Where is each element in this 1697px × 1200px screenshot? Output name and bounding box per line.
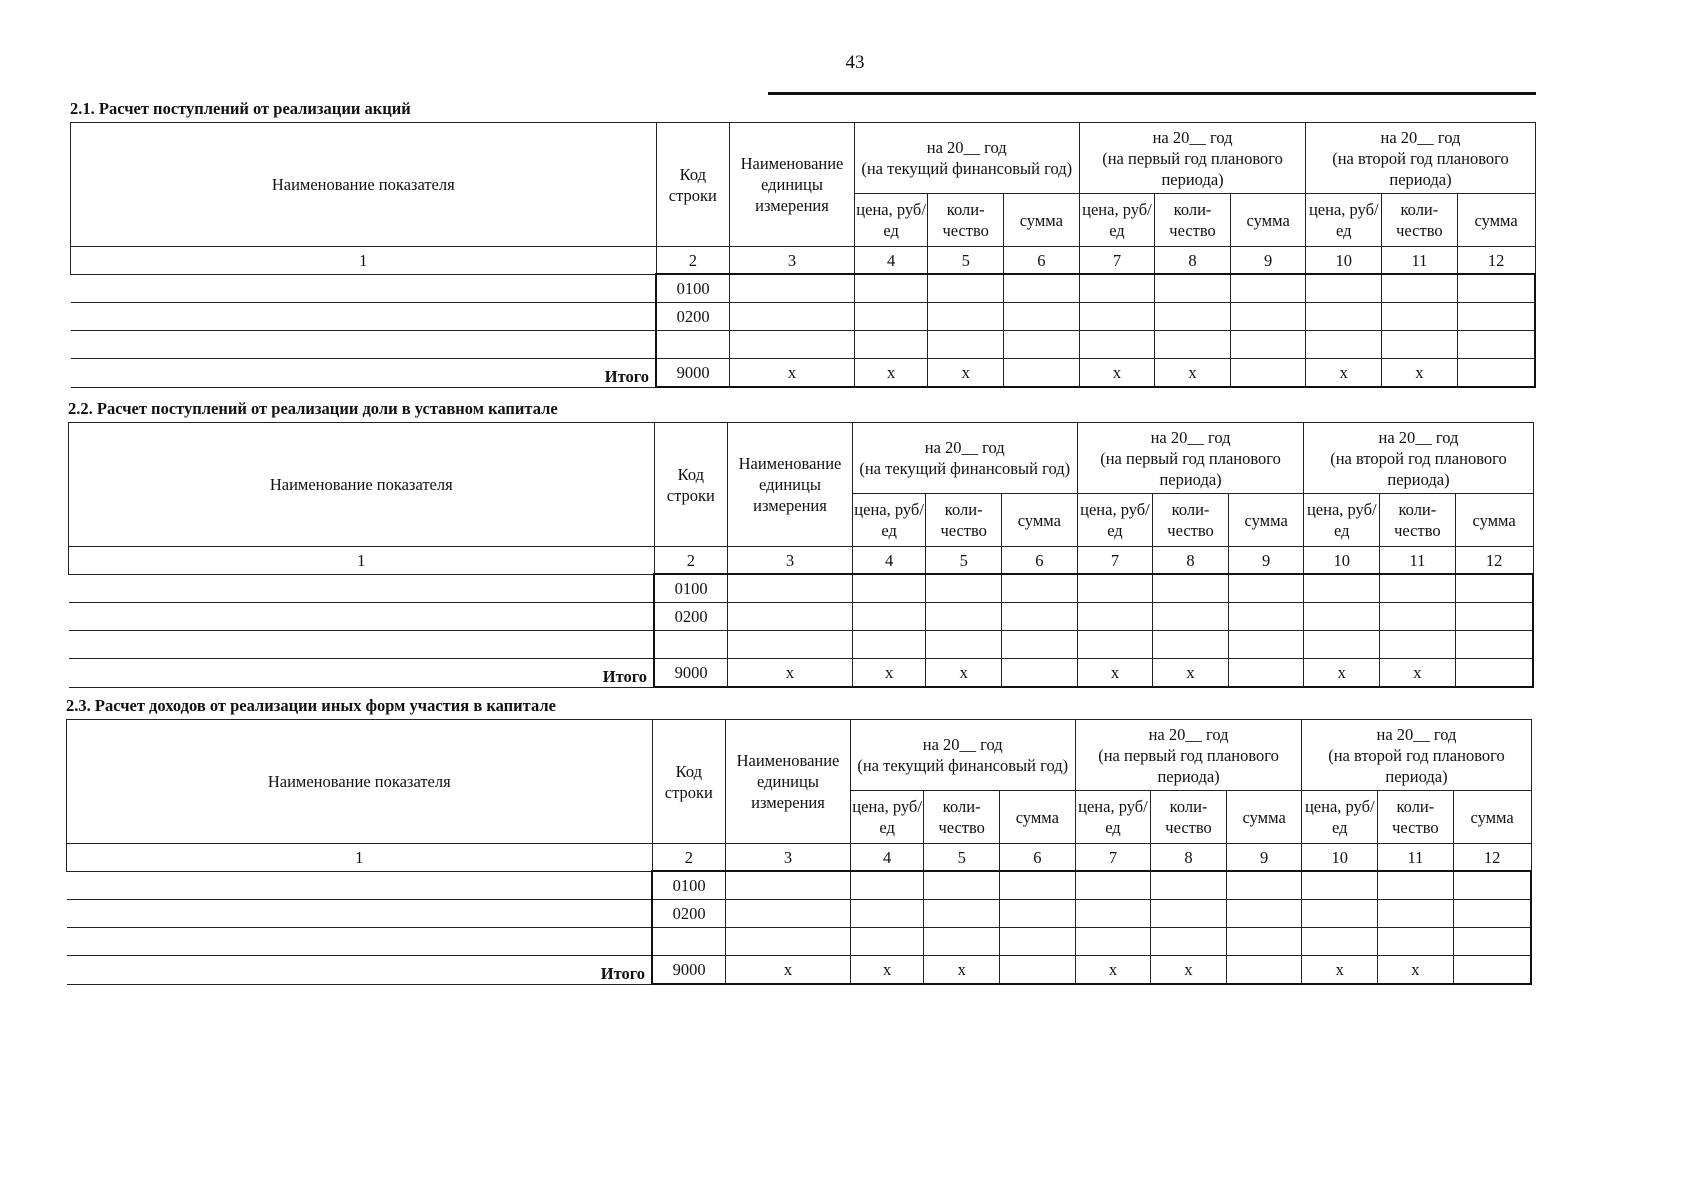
- x-mark: х: [1382, 359, 1458, 388]
- value-cell[interactable]: [852, 574, 926, 603]
- total-sum-cell[interactable]: [1453, 956, 1531, 985]
- code-cell: 0200: [652, 900, 726, 928]
- header-unit: Наименование единицы измерения: [726, 720, 851, 844]
- form-section-1: [70, 100, 1536, 388]
- value-cell[interactable]: [1004, 331, 1080, 359]
- column-number: 4: [850, 844, 924, 872]
- value-cell[interactable]: [1155, 331, 1231, 359]
- total-sum-cell[interactable]: [1002, 659, 1078, 688]
- name-cell[interactable]: [69, 574, 655, 603]
- column-number: 9: [1226, 844, 1302, 872]
- form-section-2: [68, 400, 1534, 688]
- header-sum: сумма: [1004, 194, 1080, 247]
- header-qty: коли- чество: [1151, 791, 1227, 844]
- column-number: 8: [1151, 844, 1227, 872]
- column-number: 6: [1002, 547, 1078, 575]
- column-number: 11: [1380, 547, 1456, 575]
- page-number: 43: [845, 52, 865, 73]
- value-cell[interactable]: [1153, 631, 1229, 659]
- x-mark: х: [1153, 659, 1229, 688]
- value-cell[interactable]: [1153, 574, 1229, 603]
- column-number: 2: [654, 547, 728, 575]
- column-number: 5: [928, 247, 1004, 275]
- value-cell[interactable]: [1302, 900, 1378, 928]
- calculation-table: [68, 422, 1534, 688]
- code-cell: 0100: [656, 274, 730, 303]
- value-cell[interactable]: [1002, 631, 1078, 659]
- header-price: цена, руб/ед: [1304, 494, 1380, 547]
- header-name: Наименование показателя: [71, 123, 657, 247]
- total-sum-cell[interactable]: [1226, 956, 1302, 985]
- header-period-second: на 20__ год (на второй год планового периода): [1304, 423, 1533, 494]
- column-number: 8: [1153, 547, 1229, 575]
- value-cell[interactable]: [852, 603, 926, 631]
- x-mark: х: [854, 359, 928, 388]
- table-row: [67, 928, 1532, 956]
- x-mark: х: [1155, 359, 1231, 388]
- value-cell[interactable]: [1453, 928, 1531, 956]
- name-cell[interactable]: [71, 303, 657, 331]
- header-unit: Наименование единицы измерения: [728, 423, 853, 547]
- header-period-current: на 20__ год (на текущий финансовый год): [854, 123, 1079, 194]
- header-price: цена, руб/ед: [1079, 194, 1155, 247]
- value-cell[interactable]: [1306, 303, 1382, 331]
- form-section-3: [66, 697, 1532, 985]
- value-cell[interactable]: [1000, 900, 1076, 928]
- value-cell[interactable]: [928, 274, 1004, 303]
- column-numbers-row: [67, 844, 1532, 872]
- name-cell[interactable]: [69, 631, 655, 659]
- column-number: 2: [656, 247, 730, 275]
- header-period-current: на 20__ год (на текущий финансовый год): [850, 720, 1075, 791]
- value-cell[interactable]: [1304, 603, 1380, 631]
- header-name: Наименование показателя: [69, 423, 655, 547]
- value-cell[interactable]: [1226, 900, 1302, 928]
- column-number: 10: [1304, 547, 1380, 575]
- column-number: 2: [652, 844, 726, 872]
- value-cell[interactable]: [850, 871, 924, 900]
- header-period-first: на 20__ год (на первый год планового периода): [1075, 720, 1302, 791]
- section-title: 2.1. Расчет поступлений от реализации акций: [70, 99, 411, 118]
- value-cell[interactable]: [924, 871, 1000, 900]
- header-period-first: на 20__ год (на первый год планового периода): [1079, 123, 1306, 194]
- header-sum: сумма: [1453, 791, 1531, 844]
- unit-cell[interactable]: [726, 871, 851, 900]
- name-cell[interactable]: [67, 871, 653, 900]
- column-number: 9: [1230, 247, 1306, 275]
- value-cell[interactable]: [854, 274, 928, 303]
- value-cell[interactable]: [1230, 303, 1306, 331]
- table-row: [71, 274, 1536, 303]
- value-cell[interactable]: [1378, 928, 1454, 956]
- value-cell[interactable]: [1153, 603, 1229, 631]
- code-cell: 9000: [656, 359, 730, 388]
- header-price: цена, руб/ед: [854, 194, 928, 247]
- value-cell[interactable]: [926, 631, 1002, 659]
- column-number: 3: [730, 247, 855, 275]
- value-cell[interactable]: [852, 631, 926, 659]
- column-number: 5: [926, 547, 1002, 575]
- unit-cell[interactable]: [726, 928, 851, 956]
- value-cell[interactable]: [1306, 274, 1382, 303]
- value-cell[interactable]: [1380, 631, 1456, 659]
- x-mark: х: [850, 956, 924, 985]
- header-qty: коли- чество: [928, 194, 1004, 247]
- value-cell[interactable]: [1455, 574, 1533, 603]
- x-mark: х: [726, 956, 851, 985]
- value-cell[interactable]: [1079, 331, 1155, 359]
- value-cell[interactable]: [1226, 928, 1302, 956]
- column-numbers-row: [69, 547, 1534, 575]
- column-number: 9: [1228, 547, 1304, 575]
- calculation-table: [66, 719, 1532, 985]
- column-number: 5: [924, 844, 1000, 872]
- table-row: [71, 303, 1536, 331]
- header-sum: сумма: [1226, 791, 1302, 844]
- column-number: 4: [854, 247, 928, 275]
- value-cell[interactable]: [1455, 603, 1533, 631]
- column-number: 7: [1075, 844, 1151, 872]
- value-cell[interactable]: [1077, 574, 1153, 603]
- column-number: 10: [1306, 247, 1382, 275]
- value-cell[interactable]: [924, 900, 1000, 928]
- name-cell[interactable]: [71, 331, 657, 359]
- name-cell[interactable]: [71, 274, 657, 303]
- value-cell[interactable]: [1380, 603, 1456, 631]
- value-cell[interactable]: [1075, 900, 1151, 928]
- column-number: 11: [1382, 247, 1458, 275]
- unit-cell[interactable]: [730, 303, 855, 331]
- table-row: [69, 631, 1534, 659]
- header-qty: коли- чество: [1153, 494, 1229, 547]
- name-cell[interactable]: [67, 928, 653, 956]
- value-cell[interactable]: [1455, 631, 1533, 659]
- total-label: Итого: [67, 956, 653, 985]
- x-mark: х: [1302, 956, 1378, 985]
- unit-cell[interactable]: [730, 274, 855, 303]
- value-cell[interactable]: [1151, 900, 1227, 928]
- total-sum-cell[interactable]: [1230, 359, 1306, 388]
- value-cell[interactable]: [1002, 603, 1078, 631]
- total-sum-cell[interactable]: [1004, 359, 1080, 388]
- total-row: [71, 359, 1536, 388]
- unit-cell[interactable]: [728, 631, 853, 659]
- x-mark: х: [728, 659, 853, 688]
- header-period-second: на 20__ год (на второй год планового периода): [1306, 123, 1535, 194]
- x-mark: х: [926, 659, 1002, 688]
- header-sum: сумма: [1457, 194, 1535, 247]
- table-row: [67, 871, 1532, 900]
- column-number: 6: [1004, 247, 1080, 275]
- column-number: 7: [1079, 247, 1155, 275]
- value-cell[interactable]: [1151, 871, 1227, 900]
- header-sum: сумма: [1000, 791, 1076, 844]
- value-cell[interactable]: [1075, 871, 1151, 900]
- column-number: 7: [1077, 547, 1153, 575]
- value-cell[interactable]: [1155, 303, 1231, 331]
- column-number: 3: [726, 844, 851, 872]
- x-mark: х: [928, 359, 1004, 388]
- header-qty: коли- чество: [1380, 494, 1456, 547]
- unit-cell[interactable]: [730, 331, 855, 359]
- value-cell[interactable]: [1155, 274, 1231, 303]
- header-rule: [768, 92, 1536, 95]
- value-cell[interactable]: [1230, 331, 1306, 359]
- header-price: цена, руб/ед: [1302, 791, 1378, 844]
- value-cell[interactable]: [1302, 928, 1378, 956]
- header-code: Код строки: [654, 423, 728, 547]
- total-label: Итого: [69, 659, 655, 688]
- total-sum-cell[interactable]: [1228, 659, 1304, 688]
- x-mark: х: [1151, 956, 1227, 985]
- table-row: [67, 900, 1532, 928]
- header-period-second: на 20__ год (на второй год планового периода): [1302, 720, 1531, 791]
- header-qty: коли- чество: [1382, 194, 1458, 247]
- column-number: 8: [1155, 247, 1231, 275]
- value-cell[interactable]: [1378, 871, 1454, 900]
- section-title: 2.2. Расчет поступлений от реализации доли в уставном капитале: [68, 399, 558, 418]
- value-cell[interactable]: [850, 928, 924, 956]
- x-mark: х: [1378, 956, 1454, 985]
- total-sum-cell[interactable]: [1457, 359, 1535, 388]
- header-sum: сумма: [1455, 494, 1533, 547]
- header-qty: коли- чество: [1155, 194, 1231, 247]
- value-cell[interactable]: [1306, 331, 1382, 359]
- unit-cell[interactable]: [728, 574, 853, 603]
- header-price: цена, руб/ед: [1306, 194, 1382, 247]
- unit-cell[interactable]: [728, 603, 853, 631]
- code-cell: 9000: [652, 956, 726, 985]
- value-cell[interactable]: [1002, 574, 1078, 603]
- code-cell: 0200: [656, 303, 730, 331]
- value-cell[interactable]: [926, 603, 1002, 631]
- code-cell: 0100: [652, 871, 726, 900]
- total-row: [67, 956, 1532, 985]
- unit-cell[interactable]: [726, 900, 851, 928]
- table-row: [69, 603, 1534, 631]
- value-cell[interactable]: [928, 331, 1004, 359]
- column-number: 3: [728, 547, 853, 575]
- value-cell[interactable]: [1079, 274, 1155, 303]
- header-price: цена, руб/ед: [1075, 791, 1151, 844]
- header-qty: коли- чество: [1378, 791, 1454, 844]
- header-price: цена, руб/ед: [850, 791, 924, 844]
- code-cell: [652, 928, 726, 956]
- column-number: 1: [67, 844, 653, 872]
- value-cell[interactable]: [1000, 871, 1076, 900]
- value-cell[interactable]: [1004, 303, 1080, 331]
- x-mark: х: [1380, 659, 1456, 688]
- header-price: цена, руб/ед: [852, 494, 926, 547]
- value-cell[interactable]: [1382, 274, 1458, 303]
- column-number: 10: [1302, 844, 1378, 872]
- header-period-current: на 20__ год (на текущий финансовый год): [852, 423, 1077, 494]
- x-mark: х: [1075, 956, 1151, 985]
- total-sum-cell[interactable]: [1000, 956, 1076, 985]
- x-mark: х: [852, 659, 926, 688]
- value-cell[interactable]: [1079, 303, 1155, 331]
- value-cell[interactable]: [1457, 274, 1535, 303]
- value-cell[interactable]: [1382, 303, 1458, 331]
- x-mark: х: [924, 956, 1000, 985]
- value-cell[interactable]: [1004, 274, 1080, 303]
- name-cell[interactable]: [67, 900, 653, 928]
- value-cell[interactable]: [1230, 274, 1306, 303]
- total-sum-cell[interactable]: [1455, 659, 1533, 688]
- value-cell[interactable]: [1378, 900, 1454, 928]
- value-cell[interactable]: [1077, 631, 1153, 659]
- header-name: Наименование показателя: [67, 720, 653, 844]
- value-cell[interactable]: [1304, 631, 1380, 659]
- value-cell[interactable]: [1380, 574, 1456, 603]
- value-cell[interactable]: [854, 303, 928, 331]
- column-number: 12: [1457, 247, 1535, 275]
- header-sum: сумма: [1230, 194, 1306, 247]
- header-code: Код строки: [652, 720, 726, 844]
- value-cell[interactable]: [850, 900, 924, 928]
- header-period-first: на 20__ год (на первый год планового периода): [1077, 423, 1304, 494]
- code-cell: 0100: [654, 574, 728, 603]
- value-cell[interactable]: [1382, 331, 1458, 359]
- value-cell[interactable]: [854, 331, 928, 359]
- header-sum: сумма: [1228, 494, 1304, 547]
- column-number: 6: [1000, 844, 1076, 872]
- value-cell[interactable]: [1000, 928, 1076, 956]
- column-numbers-row: [71, 247, 1536, 275]
- total-row: [69, 659, 1534, 688]
- header-price: цена, руб/ед: [1077, 494, 1153, 547]
- x-mark: х: [1304, 659, 1380, 688]
- header-qty: коли- чество: [924, 791, 1000, 844]
- value-cell[interactable]: [1228, 631, 1304, 659]
- column-number: 12: [1453, 844, 1531, 872]
- column-number: 1: [69, 547, 655, 575]
- value-cell[interactable]: [1077, 603, 1153, 631]
- value-cell[interactable]: [1453, 900, 1531, 928]
- column-number: 12: [1455, 547, 1533, 575]
- section-title: 2.3. Расчет доходов от реализации иных форм участия в капитале: [66, 696, 556, 715]
- x-mark: х: [1077, 659, 1153, 688]
- column-number: 1: [71, 247, 657, 275]
- header-qty: коли- чество: [926, 494, 1002, 547]
- value-cell[interactable]: [1228, 574, 1304, 603]
- x-mark: х: [730, 359, 855, 388]
- value-cell[interactable]: [1453, 871, 1531, 900]
- column-number: 11: [1378, 844, 1454, 872]
- value-cell[interactable]: [924, 928, 1000, 956]
- column-number: 4: [852, 547, 926, 575]
- table-row: [69, 574, 1534, 603]
- value-cell[interactable]: [928, 303, 1004, 331]
- code-cell: [656, 331, 730, 359]
- value-cell[interactable]: [1457, 303, 1535, 331]
- code-cell: 0200: [654, 603, 728, 631]
- value-cell[interactable]: [926, 574, 1002, 603]
- value-cell[interactable]: [1226, 871, 1302, 900]
- value-cell[interactable]: [1302, 871, 1378, 900]
- value-cell[interactable]: [1304, 574, 1380, 603]
- value-cell[interactable]: [1151, 928, 1227, 956]
- header-unit: Наименование единицы измерения: [730, 123, 855, 247]
- total-label: Итого: [71, 359, 657, 388]
- header-code: Код строки: [656, 123, 730, 247]
- x-mark: х: [1306, 359, 1382, 388]
- code-cell: 9000: [654, 659, 728, 688]
- table-row: [71, 331, 1536, 359]
- value-cell[interactable]: [1457, 331, 1535, 359]
- value-cell[interactable]: [1075, 928, 1151, 956]
- name-cell[interactable]: [69, 603, 655, 631]
- header-sum: сумма: [1002, 494, 1078, 547]
- code-cell: [654, 631, 728, 659]
- calculation-table: [70, 122, 1536, 388]
- x-mark: х: [1079, 359, 1155, 388]
- value-cell[interactable]: [1228, 603, 1304, 631]
